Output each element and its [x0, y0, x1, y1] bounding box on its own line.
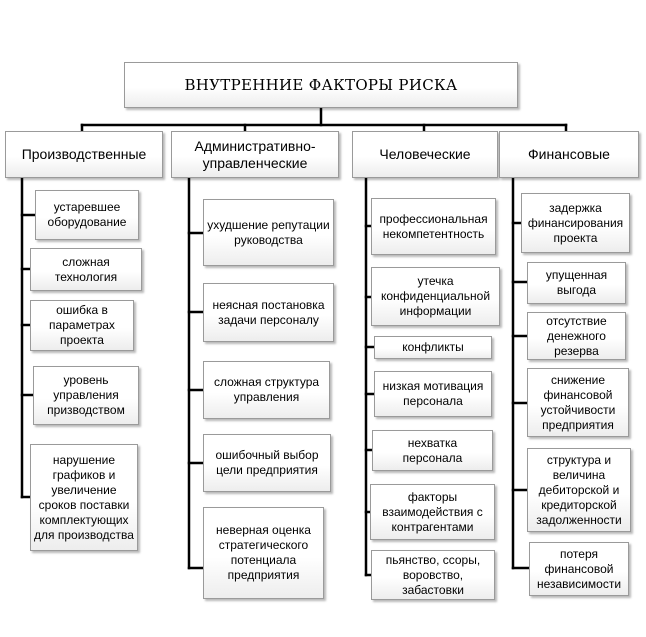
category-production: Производственные: [5, 131, 163, 178]
administrative-factor-3: сложная структура управления: [203, 361, 330, 419]
human-factor-4: низкая мотивация персонала: [374, 371, 492, 417]
financial-factor-5: структура и величина дебиторской и кредиторской задолженности: [527, 448, 631, 532]
human-factor-2: утечка конфиденциальной информации: [371, 267, 500, 326]
financial-factor-2: упущенная выгода: [527, 262, 626, 304]
human-factor-7: пьянство, ссоры, воровство, забастовки: [371, 550, 495, 600]
administrative-factor-2: неясная постановка задачи персоналу: [203, 283, 334, 342]
human-factor-6: факторы взаимодействия с контрагентами: [370, 484, 495, 540]
category-administrative: Административно- управленческие: [171, 131, 339, 178]
production-factor-4: уровень управления призводством: [33, 366, 139, 425]
financial-factor-3: отсутствие денежного резерва: [527, 312, 626, 360]
human-factor-1: профессиональная некомпетентность: [371, 198, 496, 255]
administrative-factor-4: ошибочный выбор цели предприятия: [203, 434, 331, 492]
production-factor-1: устаревшее оборудование: [35, 190, 139, 240]
diagram-title: ВНУТРЕННИЕ ФАКТОРЫ РИСКА: [124, 62, 518, 108]
category-financial: Финансовые: [499, 131, 639, 178]
financial-factor-4: снижение финансовой устойчивости предприятия: [527, 368, 629, 437]
administrative-factor-5: неверная оценка стратегического потенциала предприятия: [203, 507, 324, 599]
category-human: Человеческие: [352, 131, 498, 178]
human-factor-5: нехватка персонала: [372, 430, 493, 471]
production-factor-2: сложная технология: [30, 248, 142, 291]
human-factor-3: конфликты: [374, 336, 492, 359]
production-factor-3: ошибка в параметрах проекта: [30, 300, 134, 351]
production-factor-5: нарушение графиков и увеличение сроков поставки комплектующих для производства: [30, 444, 138, 551]
financial-factor-6: потеря финансовой независимости: [529, 542, 629, 596]
administrative-factor-1: ухудшение репутации руководства: [203, 199, 334, 266]
financial-factor-1: задержка финансирования проекта: [521, 193, 630, 253]
